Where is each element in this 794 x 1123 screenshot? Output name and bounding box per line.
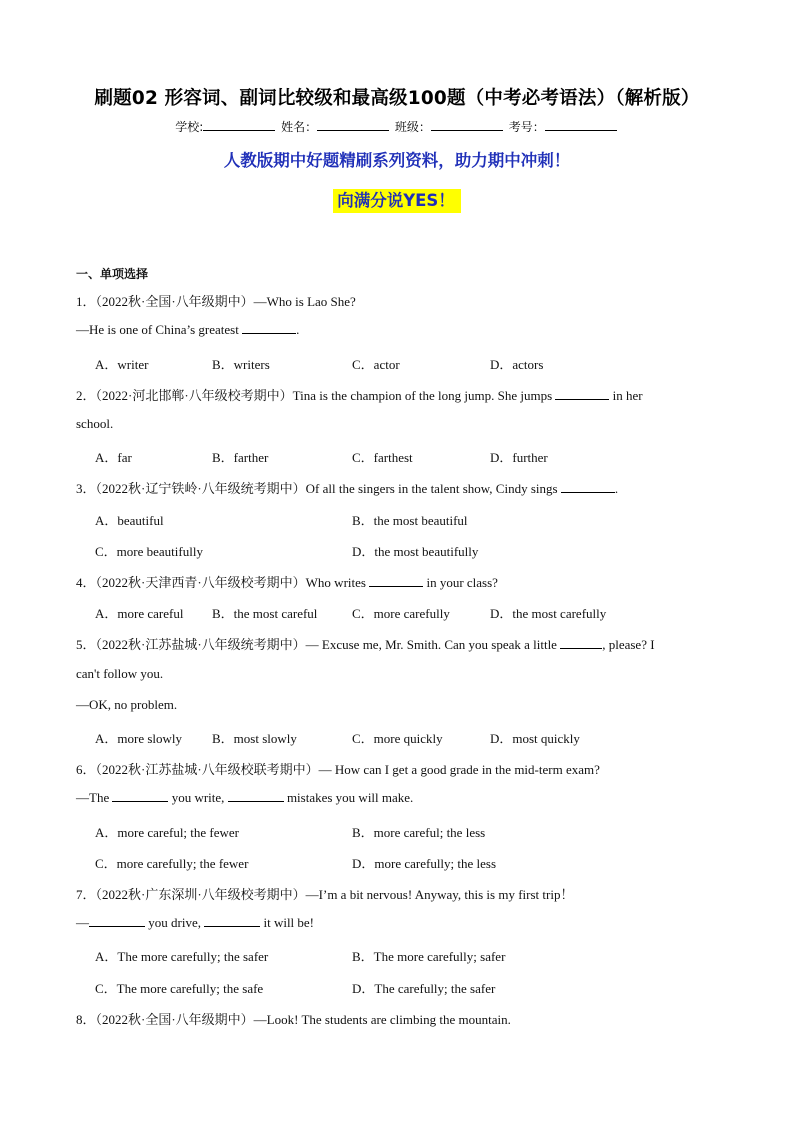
yes-banner	[0, 187, 794, 211]
question-stem	[76, 915, 314, 931]
school-blank	[203, 120, 275, 131]
question-stem: 6．（2022秋·江苏盐城·八年级校联考期中）— How can I get a good grade in the mid-term exam?	[76, 762, 600, 777]
question-text: 3．（2022秋·辽宁铁岭·八年级统考期中）Of all the singers in the talent show, Cindy sings	[76, 481, 561, 496]
option-d[interactable]: D．most quickly	[490, 731, 580, 746]
option-d[interactable]: D．the most beautifully	[352, 544, 479, 559]
question-stem	[76, 385, 643, 404]
option-c[interactable]: C．farthest	[352, 450, 413, 465]
class-label: 班级：	[394, 120, 431, 134]
answer-blank	[561, 482, 615, 493]
option-d[interactable]: D．the most carefully	[490, 606, 607, 621]
question-text: you write,	[168, 790, 228, 805]
section-heading: 一、单项选择	[76, 267, 149, 281]
exam-number-label: 考号：	[508, 120, 545, 134]
question-text: in your class?	[423, 575, 498, 590]
option-b[interactable]: B．the most beautiful	[352, 513, 468, 528]
question-text: 5．（2022秋·江苏盐城·八年级统考期中）— Excuse me, Mr. Smith. Can you speak a little	[76, 637, 561, 652]
option-c[interactable]: C．The more carefully; the safe	[95, 981, 264, 996]
option-c[interactable]: C．more quickly	[352, 731, 443, 746]
question-stem: can't follow you.	[76, 666, 164, 681]
option-a[interactable]: A．more slowly	[95, 731, 183, 746]
option-b[interactable]: B．writers	[212, 357, 270, 372]
answer-blank	[112, 791, 168, 802]
option-c[interactable]: C．more beautifully	[95, 544, 203, 559]
option-b[interactable]: B．most slowly	[212, 731, 297, 746]
option-b[interactable]: B．the most careful	[212, 606, 318, 621]
question-stem: 8．（2022秋·全国·八年级期中）—Look! The students are climbing the mountain.	[76, 1012, 511, 1027]
question-stem	[76, 322, 299, 338]
question-text: —	[76, 915, 89, 930]
answer-blank	[204, 916, 260, 927]
option-a[interactable]: A．far	[95, 450, 132, 465]
option-a[interactable]: A．beautiful	[95, 513, 164, 528]
question-text: 4．（2022秋·天津西青·八年级校考期中）Who writes	[76, 575, 370, 590]
answer-blank	[369, 576, 423, 587]
answer-blank	[242, 323, 296, 334]
question-text: —He is one of China’s greatest	[76, 322, 243, 337]
question-text: —The	[76, 790, 113, 805]
question-stem: 7．（2022秋·广东深圳·八年级校考期中）—I’m a bit nervous! Anyway, this is my first trip！	[76, 887, 574, 902]
question-text: mistakes you will make.	[283, 790, 414, 805]
question-text: .	[296, 322, 300, 337]
school-label: 学校:	[175, 120, 204, 134]
question-text: you drive,	[145, 915, 205, 930]
option-d[interactable]: D．The carefully; the safer	[352, 981, 496, 996]
option-d[interactable]: D．more carefully; the less	[352, 856, 497, 871]
answer-blank	[89, 916, 145, 927]
option-b[interactable]: B．farther	[212, 450, 269, 465]
question-text: it will be!	[260, 915, 315, 930]
question-text: in her	[609, 388, 643, 403]
option-d[interactable]: D．further	[490, 450, 548, 465]
option-c[interactable]: C．actor	[352, 357, 400, 372]
student-info-line	[0, 118, 794, 135]
answer-blank	[555, 389, 609, 400]
option-c[interactable]: C．more carefully; the fewer	[95, 856, 249, 871]
question-text: 1．（2022秋·全国·八年级期中）—Who is Lao She?	[76, 294, 356, 309]
question-stem	[76, 790, 413, 806]
option-b[interactable]: B．more careful; the less	[352, 825, 486, 840]
class-blank	[431, 120, 503, 131]
option-a[interactable]: A．more careful	[95, 606, 184, 621]
answer-blank	[228, 791, 284, 802]
yes-highlight: 向满分说YES！	[333, 189, 461, 213]
option-d[interactable]: D．actors	[490, 357, 544, 372]
question-stem: school.	[76, 416, 114, 431]
page-title: 刷题02 形容词、副词比较级和最高级100题（中考必考语法）（解析版）	[94, 88, 700, 109]
option-a[interactable]: A．The more carefully; the safer	[95, 949, 269, 964]
promo-banner: 人教版期中好题精刷系列资料，助力期中冲刺！	[223, 151, 571, 170]
question-stem	[76, 478, 618, 497]
answer-blank	[560, 638, 602, 649]
name-blank	[317, 120, 389, 131]
question-stem	[76, 634, 655, 653]
option-a[interactable]: A．more careful; the fewer	[95, 825, 240, 840]
question-text: .	[614, 481, 619, 496]
question-text: , please? I	[602, 637, 655, 652]
question-stem	[76, 291, 356, 310]
option-a[interactable]: A．writer	[95, 357, 149, 372]
question-stem	[76, 572, 498, 591]
question-text: 2．（2022·河北邯郸·八年级校考期中）Tina is the champion of the long jump. She jumps	[76, 388, 556, 403]
option-c[interactable]: C．more carefully	[352, 606, 450, 621]
option-b[interactable]: B．The more carefully; safer	[352, 949, 506, 964]
exam-number-blank	[545, 120, 617, 131]
question-stem: —OK, no problem.	[76, 697, 178, 712]
name-label: 姓名：	[281, 120, 318, 134]
